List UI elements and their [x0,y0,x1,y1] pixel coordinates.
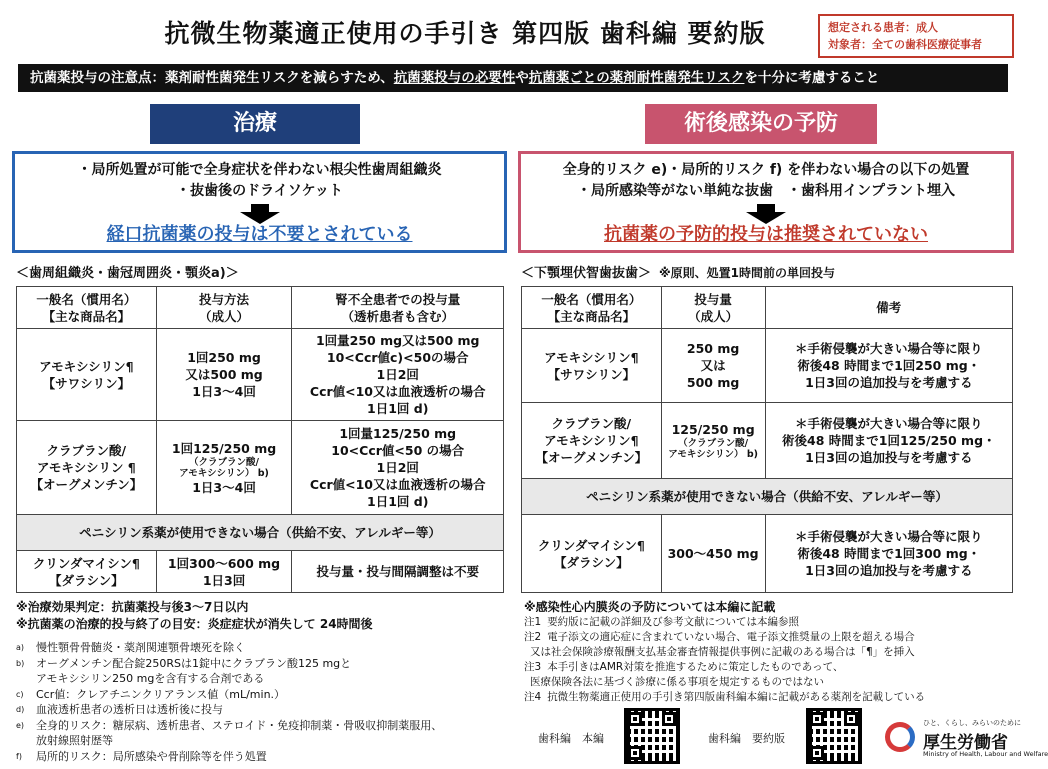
cell-text: 一般名（慣用名） [36,291,137,307]
footnote [16,687,442,703]
cell-text: 【オーグメンチン】 [30,477,143,492]
footnote-text: 慢性顎骨骨髄炎・薬剤関連顎骨壊死を除く [36,641,245,654]
cell-text: 又は500 mg [185,367,263,382]
drug-dose [156,421,292,515]
treatment-table [16,286,504,593]
cell-text: 125/250 mg [671,422,755,437]
footnote-label: 注3 [524,661,542,673]
cell-text: 【サワシリン】 [42,375,131,391]
header-name [522,287,662,329]
cell-text: 10<Ccr値c)<50の場合 [326,350,469,365]
prevention-note-main: ※感染性心内膜炎の予防については本編に記載 [524,600,776,614]
cell-text: 1日1回 d) [367,494,429,509]
drug-remarks [765,403,1012,479]
footnote-label [16,671,30,687]
cell-text: アモキシシリン） b) [668,449,758,460]
footnote-label: 注2 [524,631,542,643]
cell-text: （クラブラン酸/ [678,438,749,449]
cell-text: 術後48 時間まで1回250 mg・ [797,358,981,373]
footnote [524,690,1014,705]
cell-text: 【ダラシン】 [553,554,629,570]
mhlw-logo-mark-icon [885,722,915,752]
prevention-subhead [521,262,835,281]
treatment-subhead: ＜歯周組織炎・歯冠周囲炎・顎炎a)＞ [16,266,239,281]
footnote-text: Ccr値：クレアチニンクリアランス値（mL/min.） [36,687,286,701]
cell-text: 1回300～600 mg [167,555,281,571]
footnote-text: 放射線照射歴等 [36,734,113,747]
cell-text: 又は [700,358,726,373]
prevention-subhead-note: ※原則、処置1時間前の単回投与 [659,266,836,280]
notice-underline-2: 抗菌薬ごとの薬剤耐性菌発生リスク [528,70,745,86]
treatment-line-1: ・局所処置が可能で全身症状を伴わない根尖性歯周組織炎 [77,162,442,178]
cell-text: ＊手術侵襲が大きい場合等に限り [795,416,983,431]
cell-text: 1日1回 d) [367,401,429,416]
notice-prefix: 抗菌薬投与の注意点：薬剤耐性菌発生リスクを減らすため、 [30,70,394,86]
qr-code-icon[interactable] [806,708,862,764]
cell-text: アモキシシリン¶ [544,433,639,448]
cell-text: 1回125/250 mg [171,440,277,456]
penicillin-alt-label: ペニシリン系薬が使用できない場合（供給不安、アレルギー等） [522,479,1013,515]
header-renal [292,287,504,329]
cell-text: アモキシシリン） b) [179,467,269,479]
logo-english: Ministry of Health, Labour and Welfare [923,750,1048,758]
footnote [524,630,1014,645]
prevention-line-1: 全身的リスク e)・局所的リスク f) を伴わない場合の以下の処置 [562,162,970,178]
footnote-text: 局所的リスク：局所感染や骨削除等を伴う処置 [36,749,267,763]
cell-text: アモキシシリン ¶ [36,460,136,475]
footnote-text: 本手引きはAMR対策を推進するために策定したものであって、 [547,661,844,673]
treatment-footnotes [16,640,442,764]
table-row [522,515,1013,593]
cell-text: 【主な商品名】 [42,308,131,324]
logo-name: 厚生労働省 [923,733,1008,753]
cell-text: （成人） [688,308,739,324]
cell-text: 500 mg [686,375,740,390]
drug-renal [292,329,504,421]
cell-text: 【主な商品名】 [547,308,636,324]
cell-text: Ccr値<10又は血液透析の場合 [309,477,486,492]
cell-text: 1日3回 [202,572,246,588]
footnote-label: a) [16,643,25,652]
prevention-subhead-label: ＜下顎埋伏智歯抜歯＞ [521,266,652,281]
header-name [17,287,157,329]
drug-dose: 300～450 mg [661,515,765,593]
footnote [16,718,442,734]
footnote [16,749,442,765]
treatment-summary [12,151,507,253]
cell-text: Ccr値<10又は血液透析の場合 [309,384,486,399]
footnote [16,656,442,672]
footnote [524,660,1014,675]
qr-main-label: 歯科編 本編 [538,732,604,745]
footnote-label: b) [16,658,25,668]
header-dose [156,287,292,329]
penicillin-alt-label: ペニシリン系薬が使用できない場合（供給不安、アレルギー等） [17,515,504,551]
cell-text: アモキシシリン¶ [39,358,134,374]
target-audience-box [818,14,1014,58]
cell-text: ＊手術侵襲が大きい場合等に限り [795,341,983,356]
cell-text: 1日3～4回 [192,479,256,495]
penicillin-alt-row [17,515,504,551]
prevention-footnotes [524,615,1014,705]
drug-name [522,329,662,403]
footnote-text: 又は社会保険診療報酬支払基金審査情報提供事例に記載のある場合は「¶」を挿入 [530,646,915,658]
target-audience: 対象者：全ての歯科医療従事者 [828,38,982,51]
footnote [524,645,1014,660]
treatment-notes [16,599,373,633]
header-dose [661,287,765,329]
cell-text: 投与量 [694,291,732,307]
footnote [16,702,442,718]
cell-text: 術後48 時間まで1回300 mg・ [797,546,981,561]
cell-text: 【ダラシン】 [48,572,124,588]
treatment-heading: 治療 [150,104,360,144]
drug-dose [156,329,292,421]
prevention-table [521,286,1013,593]
header-remarks: 備考 [765,287,1012,329]
cell-text: ＊手術侵襲が大きい場合等に限り [795,529,983,544]
footnote-label: d) [16,705,25,714]
drug-dose [156,551,292,593]
cell-text: 1日2回 [376,460,419,475]
target-patient: 想定される患者：成人 [828,21,938,34]
penicillin-alt-row [522,479,1013,515]
footnote-text: 電子添文の適応症に含まれていない場合、電子添文推奨量の上限を超える場合 [547,631,915,643]
footnote-text: オーグメンチン配合錠250RSは1錠中にクラブラン酸125 mgと [36,656,352,670]
cell-text: 1日3回の追加投与を考慮する [805,375,973,390]
cell-text: 1日3回の追加投与を考慮する [805,563,973,578]
table-row [17,551,504,593]
cell-text: 1日3回の追加投与を考慮する [805,450,973,465]
prevention-line-2: ・局所感染等がない単純な抜歯 ・歯科用インプラント埋入 [577,183,955,199]
footnote-label: c) [16,689,24,699]
footnote-label: e) [16,720,25,730]
qr-summary-label: 歯科編 要約版 [708,732,785,745]
treatment-conclusion: 経口抗菌薬の投与は不要とされている [106,224,413,245]
footnote-label: 注1 [524,616,542,628]
footnote [524,675,1014,690]
treatment-note: ※治療効果判定：抗菌薬投与後3～7日以内 [16,600,249,614]
footnote-text: 医療保険各法に基づく診療に係る事項を規定するものではない [530,676,824,688]
logo-slogan: ひと、くらし、みらいのために [923,719,1021,727]
cell-text: 1日2回 [376,367,419,382]
drug-name [522,515,662,593]
footnote [16,733,442,749]
drug-dose [661,403,765,479]
cell-text: 【オーグメンチン】 [535,450,648,465]
cell-text: 一般名（慣用名） [541,291,642,307]
qr-code-icon[interactable] [624,708,680,764]
table-row [522,403,1013,479]
cell-text: 腎不全患者での投与量 [335,291,461,307]
cell-text: 投与方法 [199,291,250,307]
prevention-heading: 術後感染の予防 [645,104,877,144]
footnote-label: 注4 [524,691,542,703]
cell-text: 1回量250 mg又は500 mg [315,333,480,348]
cell-text: クラブラン酸/ [551,416,632,431]
drug-name [17,421,157,515]
footnote [16,640,442,656]
footnote-text: 血液透析患者の透析日は透析後に投与 [36,703,223,716]
cell-text: 1日3～4回 [192,384,256,399]
cell-text: 1回250 mg [187,350,261,365]
footnote [524,615,1014,630]
cell-text: 【サワシリン】 [547,366,636,382]
table-header-row [522,287,1013,329]
drug-dose [661,329,765,403]
notice-suffix: を十分に考慮すること [744,70,880,86]
page-title: 抗微生物薬適正使用の手引き 第四版 歯科編 要約版 [164,19,766,48]
drug-renal [292,421,504,515]
prevention-conclusion: 抗菌薬の予防的投与は推奨されていない [604,224,928,245]
footnote-text: アモキシシリン250 mgを含有する合剤である [36,672,265,685]
cell-text: 250 mg [686,341,740,356]
cell-text: （成人） [199,308,250,324]
table-row [522,329,1013,403]
footnote-text: 抗微生物薬適正使用の手引き第四版歯科編本編に記載がある薬剤を記載している [547,691,926,703]
footnote-label: f) [16,751,22,761]
footnote-label [16,733,30,749]
mhlw-logo [885,716,1048,766]
table-row [17,329,504,421]
cell-text: アモキシシリン¶ [544,349,639,365]
notice-mid: や [515,70,529,86]
cell-text: 1回量125/250 mg [339,426,457,441]
table-header-row [17,287,504,329]
cell-text: クリンダマイシン¶ [32,555,140,571]
notice-banner [18,64,1008,92]
treatment-note: ※抗菌薬の治療的投与終了の目安：炎症症状が消失して 24時間後 [16,617,373,631]
cell-text: クラブラン酸/ [46,443,127,458]
drug-renal: 投与量・投与間隔調整は不要 [292,551,504,593]
prevention-summary [518,151,1014,253]
drug-name [522,403,662,479]
cell-text: 10<Ccr値<50 の場合 [331,443,465,458]
cell-text: クリンダマイシン¶ [537,537,645,553]
footnote-text: 要約版に記載の詳細及び参考文献については本編参照 [547,616,799,628]
notice-underline-1: 抗菌薬投与の必要性 [393,70,516,86]
cell-text: 術後48 時間まで1回125/250 mg・ [782,433,996,448]
drug-remarks [765,515,1012,593]
drug-name [17,551,157,593]
cell-text: （クラブラン酸/ [189,456,260,468]
cell-text: （透析患者も含む） [341,308,454,324]
treatment-line-2: ・抜歯後のドライソケット [176,183,343,199]
drug-name [17,329,157,421]
footnote [16,671,442,687]
drug-remarks [765,329,1012,403]
footnote-text: 全身的リスク：糖尿病、透析患者、ステロイド・免疫抑制薬・骨吸収抑制薬服用、 [36,718,443,732]
table-row [17,421,504,515]
